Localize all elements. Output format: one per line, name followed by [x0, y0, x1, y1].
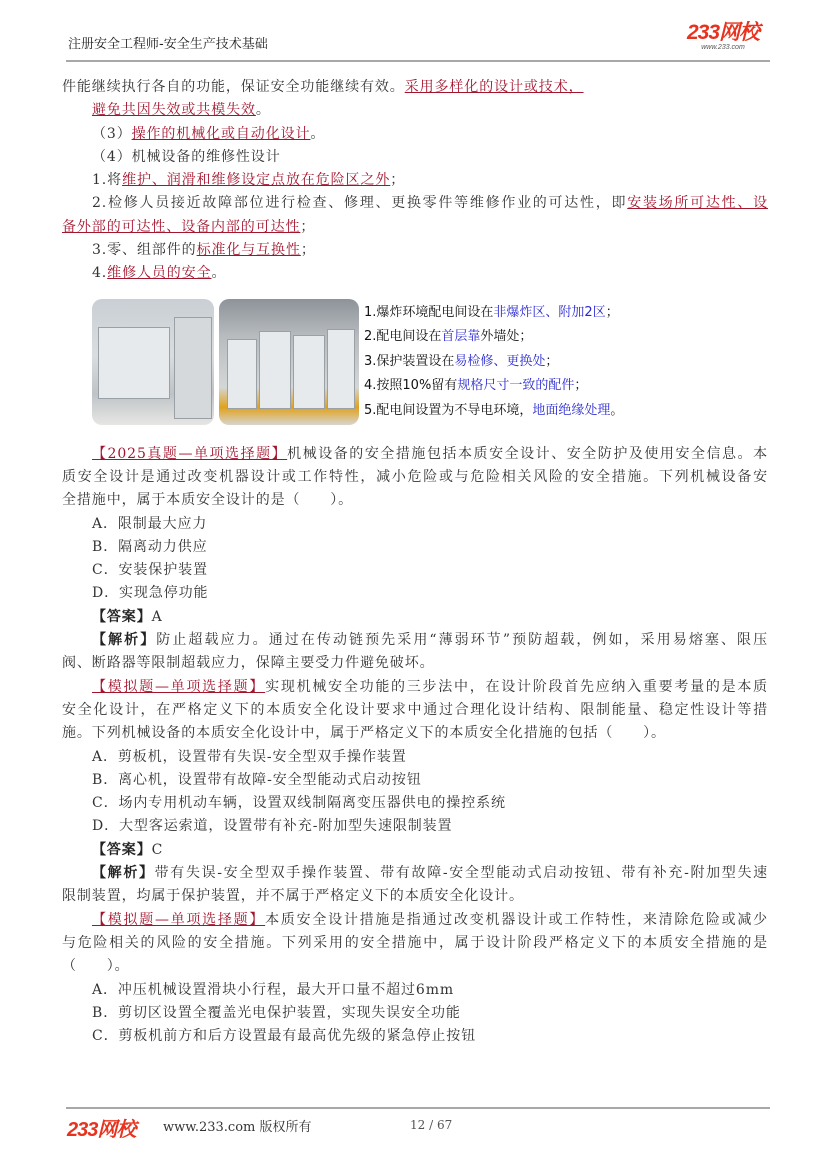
highlighted-text: 标准化与互换性: [196, 242, 301, 259]
text-segment: ；: [300, 242, 316, 259]
page-number: 12 / 67: [410, 1118, 453, 1132]
section-label: 【解析】: [92, 865, 155, 882]
highlighted-text: 【模拟题—单项选择题】: [92, 911, 266, 928]
text-line: [62, 676, 768, 699]
logo-url: www.233.com: [701, 44, 745, 51]
text-line: [62, 815, 768, 838]
figure-key-text: 易检修、更换处: [454, 353, 546, 369]
text-line: [62, 909, 768, 932]
switchgear-photo: [92, 299, 214, 425]
highlighted-text: 【模拟题—单项选择题】: [92, 678, 266, 695]
text-line: [62, 513, 768, 536]
text-segment: B．剪切区设置全覆盖光电保护装置，实现失误安全功能: [92, 1004, 461, 1021]
text-segment: 安全化设计，在严格定义下的本质安全化设计要求中通过合理化设计结构、限制能量、稳定性设计等措: [62, 701, 768, 718]
highlighted-text: 安装场所可达性、设: [627, 195, 768, 212]
figure-list-item: [364, 350, 623, 375]
text-segment: 。: [211, 265, 227, 282]
distribution-room-figure: [92, 299, 672, 426]
figure-text: 5.配电间设置为不导电环境，: [364, 402, 533, 418]
figure-list-item: [364, 301, 623, 326]
text-line: [62, 629, 768, 652]
text-line: [62, 582, 768, 605]
figure-key-text: 首层靠: [441, 329, 481, 345]
text-segment: B．隔离动力供应: [92, 538, 208, 555]
text-segment: 全措施中，属于本质安全设计的是（ ）。: [62, 492, 353, 509]
highlighted-text: 【2025真题—单项选择题】: [92, 445, 288, 462]
section-label: 【解析】: [92, 632, 157, 649]
highlighted-text: 备外部的可达性、设备内部的可达性: [62, 218, 301, 235]
text-segment: 3.零、组部件的: [92, 242, 197, 259]
text-line: [62, 606, 768, 629]
logo-text: 233网校: [686, 21, 760, 44]
figure-text: 4.按照10%留有: [364, 378, 458, 394]
footer-copyright: www.233.com 版权所有: [163, 1120, 312, 1135]
highlighted-text: 避免共因失效或共模失效: [92, 102, 256, 119]
highlighted-text: 操作的机械化或自动化设计: [131, 125, 311, 142]
figure-list-item: [364, 399, 623, 424]
text-segment: 限制装置，均属于保护装置，并不属于严格定义下的本质安全化设计。: [62, 888, 524, 905]
text-line: [62, 839, 768, 862]
figure-key-text: 非爆炸区、附加2区: [493, 304, 606, 320]
text-line: [62, 123, 768, 146]
text-line: [62, 652, 768, 675]
questions-section: [62, 443, 768, 1049]
text-line: [62, 489, 768, 512]
text-line: [62, 262, 768, 285]
text-line: [62, 955, 768, 978]
text-line: [62, 443, 768, 466]
text-segment: 实现机械安全功能的三步法中，在设计阶段首先应纳入重要考量的是本质: [265, 678, 768, 695]
brand-logo: [678, 22, 768, 52]
text-segment: 4.: [92, 265, 108, 282]
document-header-title: 注册安全工程师-安全生产技术基础: [68, 37, 268, 52]
text-segment: （3）: [92, 125, 132, 142]
text-segment: C: [151, 841, 164, 858]
text-segment: 阀、断路器等限制超载应力，保障主要受力件避免破坏。: [62, 655, 435, 672]
highlighted-text: 维护、润滑和维修设定点放在危险区之外: [122, 172, 391, 189]
text-line: [62, 99, 768, 122]
text-line: [62, 146, 768, 169]
text-segment: 施。下列机械设备的本质安全化设计中，属于严格定义下的本质安全化措施的包括（ ）。: [62, 725, 666, 742]
text-segment: 2.检修人员接近故障部位进行检查、修理、更换零件等维修作业的可达性，即: [92, 195, 628, 212]
text-line: [62, 746, 768, 769]
text-line: [62, 769, 768, 792]
text-segment: ；: [390, 172, 406, 189]
figure-text: 1.爆炸环境配电间设在: [364, 304, 494, 320]
header-divider: [66, 60, 770, 62]
text-line: [62, 536, 768, 559]
figure-text: ；: [574, 378, 588, 394]
text-segment: B．离心机，设置带有故障-安全型能动式启动按钮: [92, 771, 422, 788]
text-segment: （ ）。: [62, 958, 130, 975]
text-line: [62, 932, 768, 955]
text-line: [62, 1025, 768, 1048]
figure-text: 3.保护装置设在: [364, 353, 455, 369]
footer-divider: [66, 1107, 770, 1109]
text-segment: 。: [310, 125, 326, 142]
figure-text: ；: [605, 304, 619, 320]
text-segment: 质安全设计是通过改变机器设计或工作特性，减小危险或与危险相关风险的安全措施。下列机械设备安: [62, 468, 768, 485]
text-segment: 防止超载应力。通过在传动链预先采用“薄弱环节”预防超载，例如，采用易熔塞、限压: [156, 632, 768, 649]
text-line: [62, 722, 768, 745]
text-segment: 与危险相关的风险的安全措施。下列采用的安全措施中，属于设计阶段严格定义下的本质安全措施的是: [62, 934, 768, 951]
section-label: 【答案】: [92, 841, 152, 858]
figure-key-text: 规格尺寸一致的配件: [457, 378, 575, 394]
text-line: [62, 559, 768, 582]
text-segment: A．冲压机械设置滑块小行程，最大开口量不超过6mm: [92, 981, 455, 998]
highlighted-text: 采用多样化的设计或技术，: [404, 79, 584, 95]
footer-logo: 233网校: [67, 1119, 136, 1141]
text-segment: A．剪板机，设置带有失误-安全型双手操作装置: [92, 748, 407, 765]
text-line: [62, 885, 768, 908]
text-segment: 。: [255, 102, 271, 119]
text-segment: 1.将: [92, 172, 123, 189]
text-segment: D．实现急停功能: [92, 585, 209, 602]
text-line: [62, 239, 768, 262]
figure-text: 2.配电间设在: [364, 329, 442, 345]
maintenance-design-section: [62, 76, 768, 286]
text-line: [62, 699, 768, 722]
text-segment: C．场内专用机动车辆，设置双线制隔离变压器供电的操控系统: [92, 795, 506, 812]
text-line: [62, 192, 768, 215]
figure-list-item: [364, 374, 623, 399]
figure-text: 。: [610, 402, 624, 418]
text-segment: 件能继续执行各自的功能，保证安全功能继续有效。: [62, 79, 405, 95]
figure-text: 外墙处；: [480, 329, 533, 345]
control-cabinet-photo: [219, 299, 359, 425]
section-label: 【答案】: [92, 608, 152, 625]
figure-text-list: [364, 301, 623, 424]
text-segment: C．安装保护装置: [92, 562, 208, 579]
page-content: [62, 76, 768, 1048]
highlighted-text: 维修人员的安全: [107, 265, 212, 282]
figure-text: ；: [545, 353, 559, 369]
text-segment: A．限制最大应力: [92, 515, 208, 532]
text-segment: A: [151, 608, 163, 625]
text-line: [62, 466, 768, 489]
text-segment: （4）机械设备的维修性设计: [92, 148, 281, 165]
text-line: [62, 76, 768, 99]
text-segment: C．剪板机前方和后方设置最有最高优先级的紧急停止按钮: [92, 1028, 477, 1045]
text-line: [62, 862, 768, 885]
text-segment: 本质安全设计措施是指通过改变机器设计或工作特性，来清除危险或减少: [265, 911, 768, 928]
text-line: [62, 169, 768, 192]
text-line: [62, 792, 768, 815]
text-segment: D．大型客运索道，设置带有补充-附加型失速限制装置: [92, 818, 453, 835]
text-segment: ；: [300, 218, 316, 235]
figure-list-item: [364, 325, 623, 350]
text-line: [62, 1002, 768, 1025]
figure-key-text: 地面绝缘处理: [532, 402, 611, 418]
text-line: [62, 979, 768, 1002]
text-segment: 带有失误-安全型双手操作装置、带有故障-安全型能动式启动按钮、带有补充-附加型失速: [154, 865, 768, 882]
text-segment: 机械设备的安全措施包括本质安全设计、安全防护及使用安全信息。本: [287, 445, 768, 462]
text-line: [62, 216, 768, 239]
